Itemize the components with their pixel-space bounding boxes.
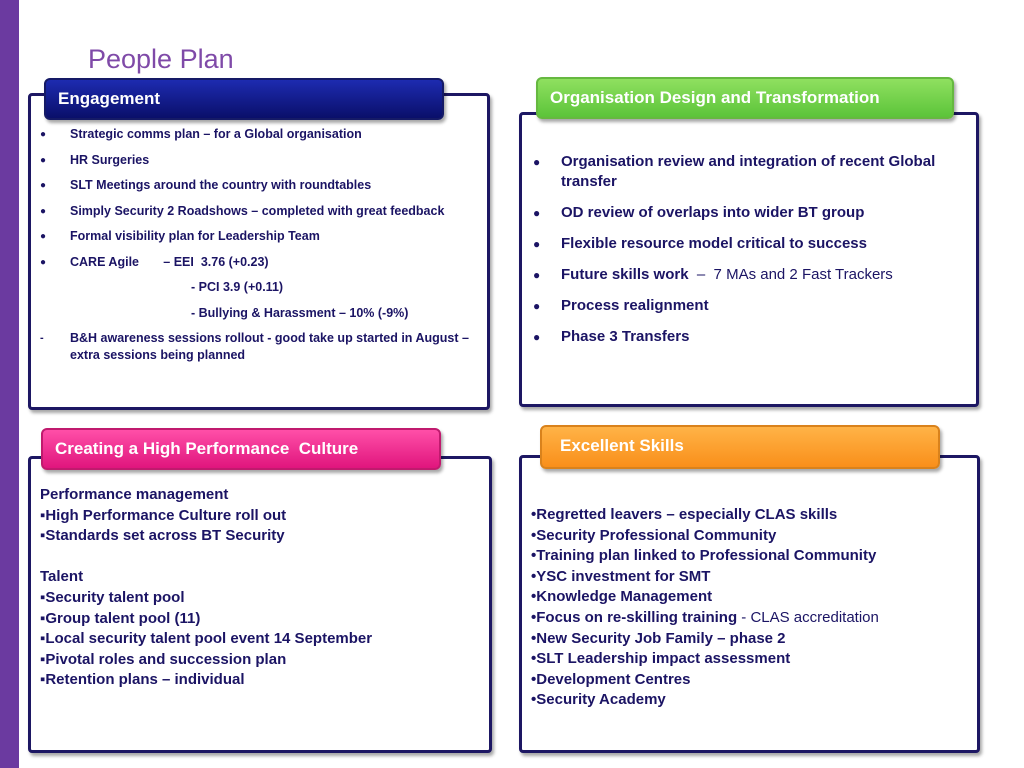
high-performance-heading-label: Creating a High Performance Culture [55,439,359,458]
list-item: ▪Security talent pool [40,588,185,606]
list-item: •SLT Leadership impact assessment [531,650,791,668]
list-item: ● HR Surgeries [40,152,150,167]
high-performance-list [40,485,480,691]
list-item: •YSC investment for SMT [531,567,711,585]
list-item: ▪Standards set across BT Security [40,527,285,545]
org-design-list [522,152,952,358]
list-item: ● Strategic comms plan – for a Global organisation [40,127,362,141]
list-item: - Bullying & Harassment – 10% (-9%) [191,305,409,320]
list-item: ● OD review of overlaps into wider BT group [533,204,865,221]
skills-panel [519,455,980,753]
list-item: •Training plan linked to Professional Community [531,547,877,565]
list-item: ▪Group talent pool (11) [40,609,201,627]
left-accent-bar [0,0,19,768]
skills-heading-label: Excellent Skills [560,436,684,455]
page-title: People Plan [88,44,234,74]
engagement-list [31,126,471,373]
list-item: •New Security Job Family – phase 2 [531,629,786,647]
list-item: ▪Pivotal roles and succession plan [40,650,287,668]
skills-list [531,505,971,711]
org-design-heading [536,77,954,119]
skills-heading [540,425,940,469]
org-design-heading-label: Organisation Design and Transformation [550,88,880,107]
high-performance-heading [41,428,441,470]
list-item: •Security Academy [531,691,666,709]
engagement-heading [44,78,444,120]
high-performance-panel [28,456,492,753]
perf-heading: Performance management [40,486,229,503]
list-item: ● Flexible resource model critical to success [533,235,867,252]
list-item: ● Formal visibility plan for Leadership Team [40,229,320,243]
engagement-heading-label: Engagement [58,89,161,108]
list-item: - PCI 3.9 (+0.11) [191,280,284,294]
list-item: ● Simply Security 2 Roadshows – completed with great feedback [40,203,445,218]
list-item: •Regretted leavers – especially CLAS skills [531,506,838,523]
list-item: ● Organisation review and integration of recent Global transfer [533,153,936,190]
list-item: ▪Retention plans – individual [40,671,245,689]
list-item: ● Process realignment [533,297,709,314]
list-item: ● Phase 3 Transfers [533,328,690,345]
list-item: •Security Professional Community [531,526,777,544]
list-item: ● CARE Agile – EEI 3.76 (+0.23) [40,254,269,269]
list-item: •Development Centres [531,670,691,688]
list-item: ● Future skills work – 7 MAs and 2 Fast Trackers [533,266,893,283]
list-item: ▪Local security talent pool event 14 September [40,630,373,648]
talent-heading: Talent [40,568,84,586]
engagement-panel [28,93,490,410]
list-item: ▪High Performance Culture roll out [40,506,287,524]
list-item: •Knowledge Management [531,588,713,606]
org-design-panel [519,112,979,407]
list-item: •Focus on re-skilling training - CLAS accreditation [531,608,879,626]
list-item: ● SLT Meetings around the country with roundtables [40,178,372,192]
list-item: - B&H awareness sessions rollout - good take up started in August – extra sessions being planned [40,331,469,362]
spacer [40,547,480,568]
